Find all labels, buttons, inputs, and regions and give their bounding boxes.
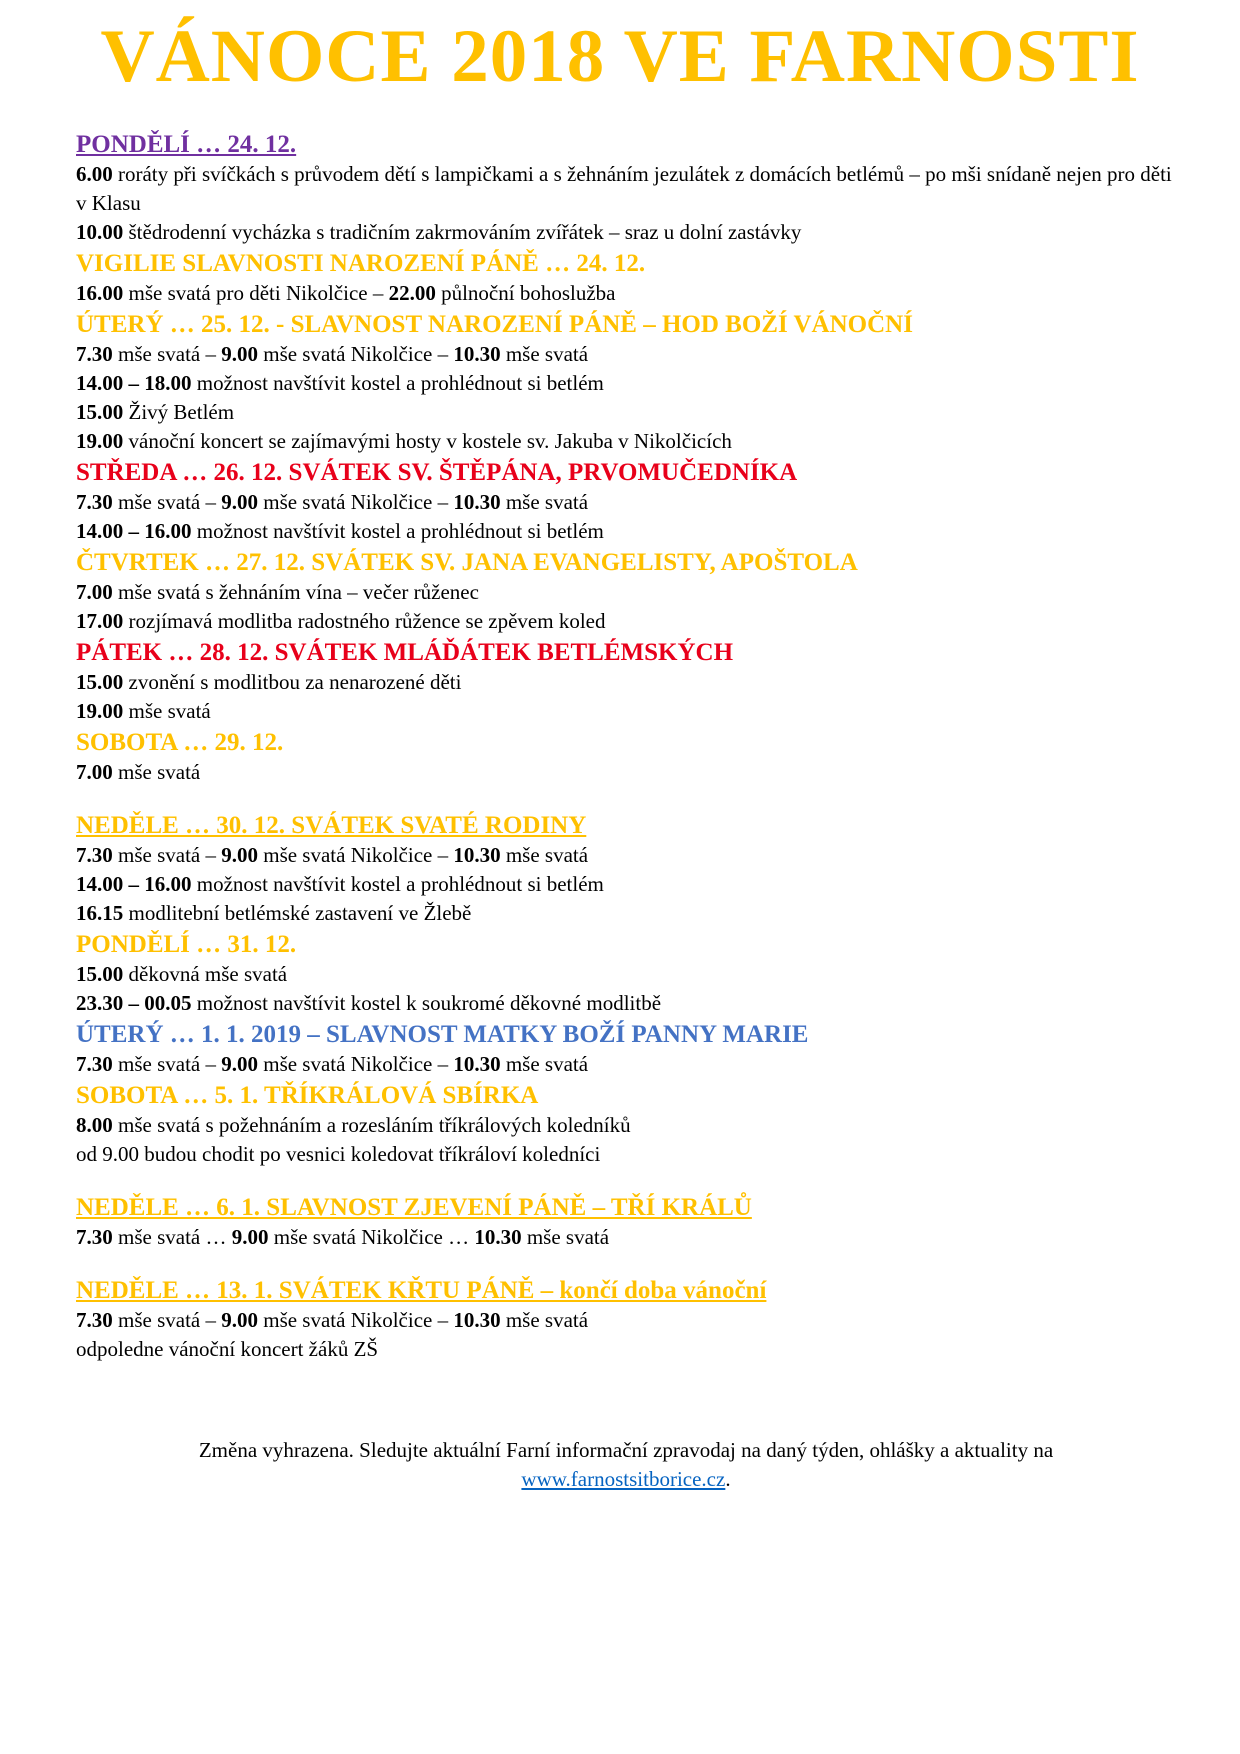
time-label: 9.00 — [221, 342, 258, 366]
schedule-line — [76, 1050, 1176, 1079]
schedule-line — [76, 1335, 1176, 1364]
time-label: 15.00 — [76, 670, 124, 694]
time-label: 10.30 — [453, 342, 501, 366]
time-label: 7.00 — [76, 580, 113, 604]
event-text: mše svatá — [112, 760, 201, 784]
time-label: 6.00 — [76, 162, 113, 186]
schedule-line — [76, 697, 1176, 726]
schedule-line — [76, 517, 1176, 546]
event-text: roráty při svíčkách s průvodem dětí s lampičkami a s žehnáním jezulátek z domácích betlémů – po mši snídaně nejen pro děti v Klasu — [76, 162, 1172, 215]
event-text: možnost navštívit kostel a prohlédnout si betlém — [191, 371, 604, 395]
section-heading: PÁTEK … 28. 12. SVÁTEK MLÁĎÁTEK BETLÉMSKÝCH — [76, 639, 734, 666]
schedule-line — [76, 668, 1176, 697]
event-text: modlitební betlémské zastavení ve Žlebě — [123, 901, 472, 925]
schedule-line — [76, 488, 1176, 517]
website-link[interactable]: www.farnostsitborice.cz — [521, 1467, 726, 1491]
time-label: 7.00 — [76, 760, 113, 784]
time-label: 10.30 — [453, 1308, 501, 1332]
spacer — [76, 1169, 1176, 1191]
time-label: 9.00 — [221, 1052, 258, 1076]
event-text: vánoční koncert se zajímavými hosty v kostele sv. Jakuba v Nikolčicích — [123, 429, 732, 453]
time-label: 9.00 — [231, 1225, 269, 1249]
event-text: mše svatá — [500, 342, 589, 366]
time-label: 16.00 — [76, 281, 124, 305]
schedule-line — [76, 160, 1176, 218]
schedule-line — [76, 607, 1176, 636]
time-label: 10.30 — [453, 490, 501, 514]
schedule-line — [76, 398, 1176, 427]
time-label: 9.00 — [221, 490, 258, 514]
event-text: mše svatá Nikolčice – — [257, 1308, 454, 1332]
event-text: mše svatá s požehnáním a rozesláním tříkrálových koledníků — [112, 1113, 631, 1137]
time-label: 7.30 — [76, 490, 113, 514]
time-label: 15.00 — [76, 962, 124, 986]
time-label: 14.00 – 16.00 — [76, 872, 192, 896]
event-text: půlnoční bohoslužba — [435, 281, 616, 305]
event-text: mše svatá – — [112, 1052, 222, 1076]
section-heading: PONDĚLÍ … 24. 12. — [76, 131, 297, 158]
time-label: 23.30 – 00.05 — [76, 991, 192, 1015]
time-label: 8.00 — [76, 1113, 113, 1137]
event-text: mše svatá … — [112, 1225, 232, 1249]
schedule-line — [76, 758, 1176, 787]
section-heading: STŘEDA … 26. 12. SVÁTEK SV. ŠTĚPÁNA, PRVOMUČEDNÍKA — [76, 459, 798, 486]
time-label: 19.00 — [76, 429, 124, 453]
schedule-line — [76, 427, 1176, 456]
schedule-line — [76, 1223, 1176, 1252]
schedule — [76, 128, 1176, 1364]
event-text: mše svatá Nikolčice – — [257, 490, 454, 514]
event-text: mše svatá — [500, 490, 589, 514]
event-text: Živý Betlém — [123, 400, 235, 424]
schedule-line — [76, 369, 1176, 398]
schedule-line — [76, 1111, 1176, 1140]
schedule-line — [76, 989, 1176, 1018]
time-label: 19.00 — [76, 699, 124, 723]
schedule-line — [76, 279, 1176, 308]
event-text: mše svatá s žehnáním vína – večer růženec — [112, 580, 479, 604]
time-label: 10.30 — [453, 843, 501, 867]
schedule-line — [76, 218, 1176, 247]
section-heading: NEDĚLE … 13. 1. SVÁTEK KŘTU PÁNĚ – končí doba vánoční — [76, 1277, 767, 1304]
footer-end: . — [725, 1467, 731, 1491]
time-label: 7.30 — [76, 1225, 113, 1249]
section-heading: ÚTERÝ … 1. 1. 2019 – SLAVNOST MATKY BOŽÍ PANNY MARIE — [76, 1021, 809, 1048]
time-label: 9.00 — [221, 1308, 258, 1332]
time-label: 22.00 — [388, 281, 436, 305]
event-text: možnost navštívit kostel k soukromé děkovné modlitbě — [191, 991, 662, 1015]
time-label: 7.30 — [76, 1308, 113, 1332]
section-heading: SOBOTA … 5. 1. TŘÍKRÁLOVÁ SBÍRKA — [76, 1082, 539, 1109]
time-label: 7.30 — [76, 843, 113, 867]
event-text: mše svatá – — [112, 490, 222, 514]
event-text: mše svatá — [500, 843, 589, 867]
time-label: 10.30 — [474, 1225, 522, 1249]
section-heading: SOBOTA … 29. 12. — [76, 729, 284, 756]
event-text: mše svatá pro děti Nikolčice – — [123, 281, 389, 305]
spacer — [76, 787, 1176, 809]
event-text: mše svatá Nikolčice – — [257, 342, 454, 366]
event-text: mše svatá — [500, 1308, 589, 1332]
time-label: 15.00 — [76, 400, 124, 424]
section-heading: ÚTERÝ … 25. 12. - SLAVNOST NAROZENÍ PÁNĚ – HOD BOŽÍ VÁNOČNÍ — [76, 311, 913, 338]
event-text: štědrodenní vycházka s tradičním zakrmováním zvířátek – sraz u dolní zastávky — [123, 220, 802, 244]
event-text: mše svatá — [123, 699, 211, 723]
event-text: děkovná mše svatá — [123, 962, 288, 986]
spacer — [76, 1252, 1176, 1274]
schedule-line — [76, 578, 1176, 607]
schedule-line — [76, 1140, 1176, 1169]
section-heading: VIGILIE SLAVNOSTI NAROZENÍ PÁNĚ … 24. 12. — [76, 250, 646, 277]
event-text: od 9.00 budou chodit po vesnici koledovat tříkráloví koledníci — [76, 1142, 601, 1166]
event-text: mše svatá – — [112, 342, 222, 366]
time-label: 10.00 — [76, 220, 124, 244]
time-label: 9.00 — [221, 843, 258, 867]
footer-note — [76, 1436, 1176, 1494]
time-label: 14.00 – 16.00 — [76, 519, 192, 543]
event-text: mše svatá Nikolčice – — [257, 843, 454, 867]
section-heading: PONDĚLÍ … 31. 12. — [76, 931, 297, 958]
time-label: 16.15 — [76, 901, 124, 925]
event-text: mše svatá – — [112, 1308, 222, 1332]
schedule-line — [76, 899, 1176, 928]
event-text: možnost navštívit kostel a prohlédnout si betlém — [191, 519, 604, 543]
time-label: 10.30 — [453, 1052, 501, 1076]
time-label: 17.00 — [76, 609, 124, 633]
schedule-line — [76, 870, 1176, 899]
event-text: mše svatá — [521, 1225, 610, 1249]
section-heading: NEDĚLE … 30. 12. SVÁTEK SVATÉ RODINY — [76, 812, 587, 839]
event-text: mše svatá Nikolčice … — [268, 1225, 475, 1249]
schedule-line — [76, 340, 1176, 369]
schedule-line — [76, 960, 1176, 989]
time-label: 7.30 — [76, 342, 113, 366]
footer-text: Změna vyhrazena. Sledujte aktuální Farní informační zpravodaj na daný týden, ohlášky a aktuality na — [198, 1438, 1054, 1462]
event-text: mše svatá Nikolčice – — [257, 1052, 454, 1076]
time-label: 14.00 – 18.00 — [76, 371, 192, 395]
time-label: 7.30 — [76, 1052, 113, 1076]
event-text: mše svatá – — [112, 843, 222, 867]
schedule-line — [76, 841, 1176, 870]
section-heading: ČTVRTEK … 27. 12. SVÁTEK SV. JANA EVANGELISTY, APOŠTOLA — [76, 549, 858, 576]
event-text: rozjímavá modlitba radostného růžence se zpěvem koled — [123, 609, 606, 633]
page-title: VÁNOCE 2018 VE FARNOSTI — [100, 15, 1140, 98]
event-text: mše svatá — [500, 1052, 589, 1076]
schedule-line — [76, 1306, 1176, 1335]
section-heading: NEDĚLE … 6. 1. SLAVNOST ZJEVENÍ PÁNĚ – TŘÍ KRÁLŮ — [76, 1194, 752, 1221]
event-text: zvonění s modlitbou za nenarozené děti — [123, 670, 462, 694]
event-text: možnost navštívit kostel a prohlédnout si betlém — [191, 872, 604, 896]
event-text: odpoledne vánoční koncert žáků ZŠ — [76, 1337, 379, 1361]
